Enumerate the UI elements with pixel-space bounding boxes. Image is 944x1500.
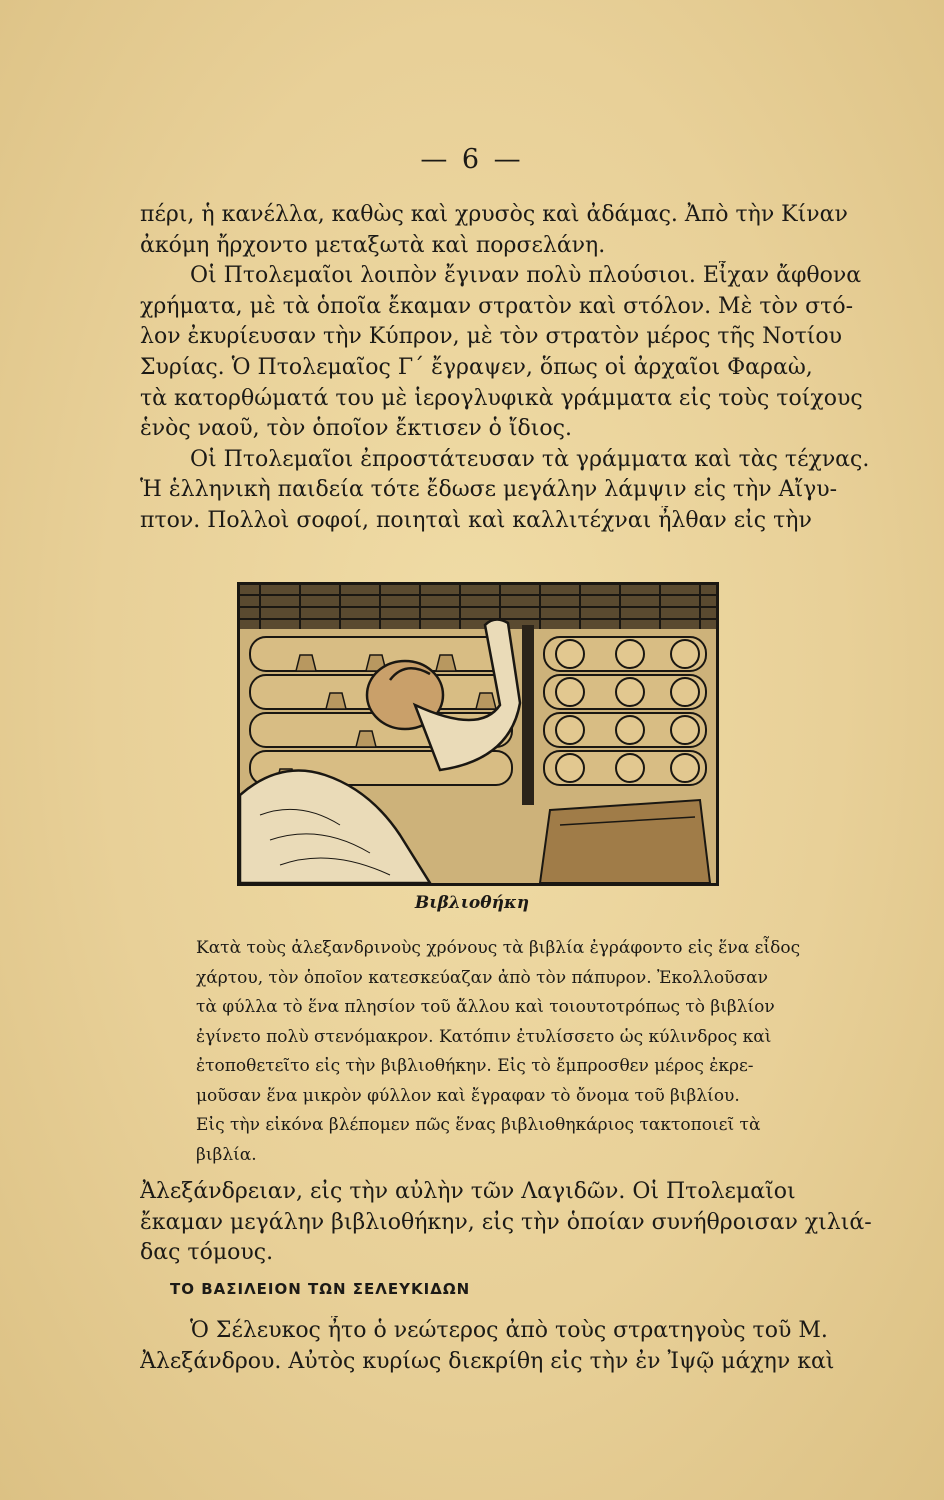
caption-line: ἐτοποθετεῖτο εἰς τὴν βιβλιοθήκην. Εἰς τὸ ἔμπροσθεν μέρος ἐκρε- xyxy=(196,1056,754,1076)
section-heading: ΤΟ ΒΑΣΙΛΕΙΟΝ ΤΩΝ ΣΕΛΕΥΚΙΔΩΝ xyxy=(170,1280,471,1298)
caption-line: βιβλία. xyxy=(196,1144,257,1165)
text-line: λον ἐκυρίευσαν τὴν Κύπρον, μὲ τὸν στρατὸν μέρος τῆς Νοτίου xyxy=(140,324,842,350)
text-line: πτον. Πολλοὶ σοφοί, ποιηταὶ καὶ καλλιτέχναι ἦλθαν εἰς τὴν xyxy=(140,507,812,533)
text-line: τὰ κατορθώματά του μὲ ἱερογλυφικὰ γράμματα εἰς τοὺς τοίχους xyxy=(140,385,863,411)
caption-line: Κατὰ τοὺς ἀλεξανδρινοὺς χρόνους τὰ βιβλία ἐγράφοντο εἰς ἕνα εἶδος xyxy=(196,938,801,958)
text-line: ἀκόμη ἤρχοντο μεταξωτὰ καὶ πορσελάνη. xyxy=(140,232,606,258)
paragraph-bottom xyxy=(140,1177,900,1269)
caption-line: Εἰς τὴν εἰκόνα βλέπομεν πῶς ἕνας βιβλιοθηκάριος τακτοποιεῖ τὰ xyxy=(196,1115,761,1135)
caption-line: χάρτου, τὸν ὁποῖον κατεσκεύαζαν ἀπὸ τὸν πάπυρον. Ἐκολλοῦσαν xyxy=(196,967,768,988)
text-line: πέρι, ἡ κανέλλα, καθὼς καὶ χρυσὸς καὶ ἀδάμας. Ἀπὸ τὴν Κίναν xyxy=(140,202,848,227)
text-line: ἑνὸς ναοῦ, τὸν ὁποῖον ἔκτισεν ὁ ἴδιος. xyxy=(140,416,572,442)
paragraph-last xyxy=(140,1316,900,1377)
page-number: — 6 — xyxy=(420,144,524,175)
text-line: Ἀλεξάνδρου. Αὐτὸς κυρίως διεκρίθη εἰς τὴν ἐν Ἰψῷ μάχην καὶ xyxy=(140,1348,835,1374)
text-line: Συρίας. Ὁ Πτολεμαῖος Γ΄ ἔγραψεν, ὅπως οἱ ἀρχαῖοι Φαραὼ, xyxy=(140,354,813,380)
text-line: Οἱ Πτολεμαῖοι λοιπὸν ἔγιναν πολὺ πλούσιοι. Εἶχαν ἄφθονα xyxy=(190,263,862,289)
text-line: δας τόμους. xyxy=(140,1240,274,1266)
text-line: χρήματα, μὲ τὰ ὁποῖα ἔκαμαν στρατὸν καὶ στόλον. Μὲ τὸν στό- xyxy=(140,293,854,319)
text-line: Οἱ Πτολεμαῖοι ἐπροστάτευσαν τὰ γράμματα καὶ τὰς τέχνας. xyxy=(190,446,870,472)
library-engraving xyxy=(240,585,716,883)
paragraph-top xyxy=(140,200,900,537)
caption-line: μοῦσαν ἕνα μικρὸν φύλλον καὶ ἔγραφαν τὸ ὄνομα τοῦ βιβλίου. xyxy=(196,1085,740,1106)
figure-caption xyxy=(196,934,878,1170)
text-line: Ὁ Σέλευκος ἦτο ὁ νεώτερος ἀπὸ τοὺς στρατηγοὺς τοῦ Μ. xyxy=(190,1318,828,1343)
figure-caption-title: Βιβλιοθήκη xyxy=(414,893,530,913)
text-line: Ἡ ἑλληνικὴ παιδεία τότε ἔδωσε μεγάλην λάμψιν εἰς τὴν Αἴγυ- xyxy=(140,477,838,503)
caption-line: τὰ φύλλα τὸ ἕνα πλησίον τοῦ ἄλλου καὶ τοιουτοτρόπως τὸ βιβλίον xyxy=(196,997,775,1017)
library-illustration xyxy=(237,582,719,886)
text-line: ἔκαμαν μεγάλην βιβλιοθήκην, εἰς τὴν ὁποίαν συνήθροισαν χιλιά- xyxy=(140,1209,872,1235)
caption-line: ἐγίνετο πολὺ στενόμακρον. Κατόπιν ἐτυλίσσετο ὡς κύλινδρος καὶ xyxy=(196,1026,772,1047)
text-line: Ἀλεξάνδρειαν, εἰς τὴν αὐλὴν τῶν Λαγιδῶν. Οἱ Πτολεμαῖοι xyxy=(140,1179,796,1204)
